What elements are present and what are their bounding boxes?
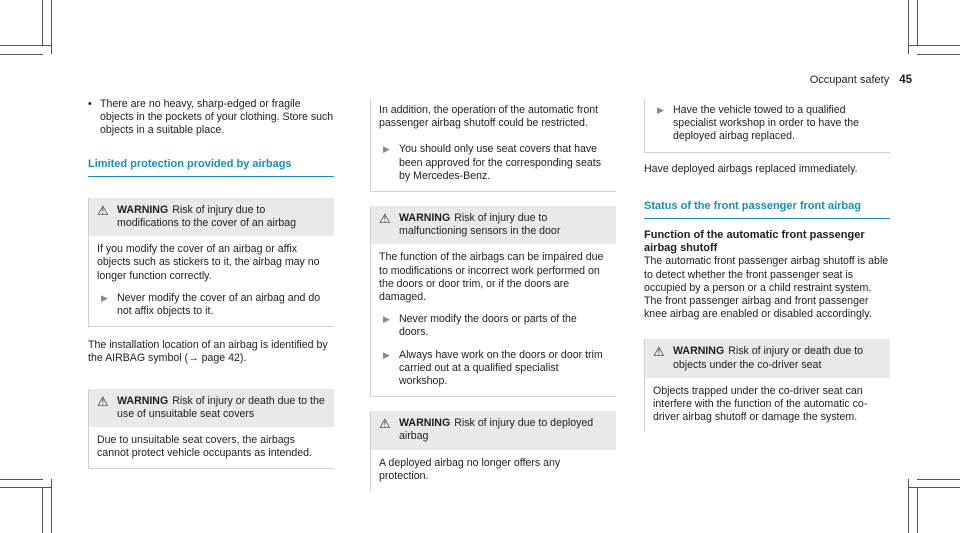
bullet-item <box>88 98 334 138</box>
crop-mark <box>42 487 43 533</box>
warning-box <box>88 198 334 327</box>
crop-mark <box>908 0 909 54</box>
subheading: Function of the automatic front passenger airbag shutoff <box>644 229 865 255</box>
warning-box <box>644 339 890 432</box>
crop-mark <box>0 54 43 55</box>
crop-mark <box>908 479 909 533</box>
warning-text: The function of the airbags can be impaired due to modifications or incorrect work performed on the doors or door trim, or if the doors are damaged. <box>379 251 604 304</box>
paragraph: Have deployed airbags replaced immediately. <box>644 162 858 175</box>
warning-body <box>89 427 334 468</box>
warning-label: WARNING <box>399 212 451 225</box>
section-title: Status of the front passenger front airbag <box>644 200 890 219</box>
step-text: You should only use seat covers that have been approved for the corresponding seats by Mercedes-Benz. <box>399 143 602 182</box>
warning-triangle-icon: ⚠ <box>379 416 391 432</box>
warning-label: WARNING <box>399 417 451 430</box>
crop-mark <box>51 479 52 533</box>
warning-title: Risk of injury due to deployed airbag <box>399 417 594 443</box>
warning-box <box>370 411 616 491</box>
step-arrow-icon: ▶ <box>383 314 390 325</box>
warning-header <box>371 206 616 244</box>
step-text: Never modify the doors or parts of the doors. <box>399 313 577 339</box>
warning-header <box>89 389 334 427</box>
page-header <box>810 74 912 87</box>
warning-body <box>371 98 616 191</box>
step-text: Always have work on the doors or door trim carried out at a qualified specialist workshop. <box>399 348 603 388</box>
paragraph: The automatic front passenger airbag shutoff is able to detect whether the front passenger seat is occupied by a person or a child restraint system. The front passenger airbag and front passenger knee airbag are enabled or disabled accordingly. <box>644 255 889 321</box>
crop-mark <box>42 0 43 46</box>
instruction-step <box>97 292 326 318</box>
bullet-text: There are no heavy, sharp-edged or fragile objects in the pockets of your clothing. Store such objects in a suitable place. <box>100 98 334 137</box>
warning-text: A deployed airbag no longer offers any protection. <box>379 456 561 482</box>
step-arrow-icon: ▶ <box>383 349 390 360</box>
page-number: 45 <box>899 74 912 86</box>
crop-mark <box>909 45 960 46</box>
paragraph: In addition, the operation of the automatic front passenger airbag shutoff could be restricted. <box>379 104 599 130</box>
step-arrow-icon: ▶ <box>657 105 664 115</box>
step-text: Have the vehicle towed to a qualified specialist workshop in order to have the deployed airbag replaced. <box>673 104 860 143</box>
instruction-step <box>379 349 608 389</box>
crop-mark <box>909 487 960 488</box>
warning-label: WARNING <box>117 394 169 407</box>
warning-box <box>88 389 334 470</box>
paragraph: The installation location of an airbag is identified by the AIRBAG symbol (→ page 42). <box>88 339 328 365</box>
crop-mark <box>917 54 960 55</box>
step-arrow-icon: ▶ <box>101 292 108 303</box>
warning-body <box>89 236 334 326</box>
warning-title: Risk of injury due to modifications to the cover of an airbag <box>117 203 297 230</box>
warning-body <box>371 450 616 491</box>
warning-body <box>645 378 890 433</box>
warning-triangle-icon: ⚠ <box>379 211 391 227</box>
warning-title: Risk of injury or death due to the use of unsuitable seat covers <box>117 394 325 420</box>
instruction-step <box>379 143 608 183</box>
warning-box <box>370 206 616 397</box>
step-text: Never modify the cover of an airbag and do not affix objects to it. <box>117 291 321 318</box>
column-3 <box>644 98 890 432</box>
instruction-step <box>379 313 608 339</box>
warning-body <box>371 244 616 396</box>
warning-triangle-icon: ⚠ <box>653 344 665 360</box>
crop-mark <box>917 479 960 480</box>
step-arrow-icon: ▶ <box>383 144 390 155</box>
warning-body <box>645 98 890 152</box>
warning-triangle-icon: ⚠ <box>97 202 109 218</box>
crop-mark <box>51 0 52 54</box>
crop-mark <box>917 0 918 46</box>
crop-mark <box>0 487 51 488</box>
section-name: Occupant safety <box>809 74 890 86</box>
warning-triangle-icon: ⚠ <box>97 393 109 409</box>
warning-title: Risk of injury due to malfunctioning sensors in the door <box>399 212 561 238</box>
warning-header <box>371 411 616 449</box>
section-title: Limited protection provided by airbags <box>88 158 334 177</box>
warning-label: WARNING <box>673 345 725 358</box>
crop-mark <box>0 45 51 46</box>
column-2 <box>370 98 616 491</box>
warning-continuation <box>370 98 616 192</box>
column-1 <box>88 98 334 469</box>
warning-header <box>89 198 334 236</box>
crop-mark <box>0 479 43 480</box>
warning-text: Due to unsuitable seat covers, the airbags cannot protect vehicle occupants as intended. <box>97 434 312 460</box>
warning-text: If you modify the cover of an airbag or affix objects such as stickers to it, the airbag may no longer function correctly. <box>97 243 320 282</box>
warning-label: WARNING <box>117 203 169 216</box>
crop-mark <box>917 487 918 533</box>
bullet-icon: • <box>88 98 92 110</box>
warning-text: Objects trapped under the co-driver seat can interfere with the function of the automatic co-driver airbag shutoff or damage the system. <box>653 384 868 424</box>
warning-header <box>645 339 890 377</box>
warning-continuation <box>644 98 890 153</box>
warning-title: Risk of injury or death due to objects under the co-driver seat <box>673 345 864 371</box>
instruction-step <box>653 104 882 144</box>
